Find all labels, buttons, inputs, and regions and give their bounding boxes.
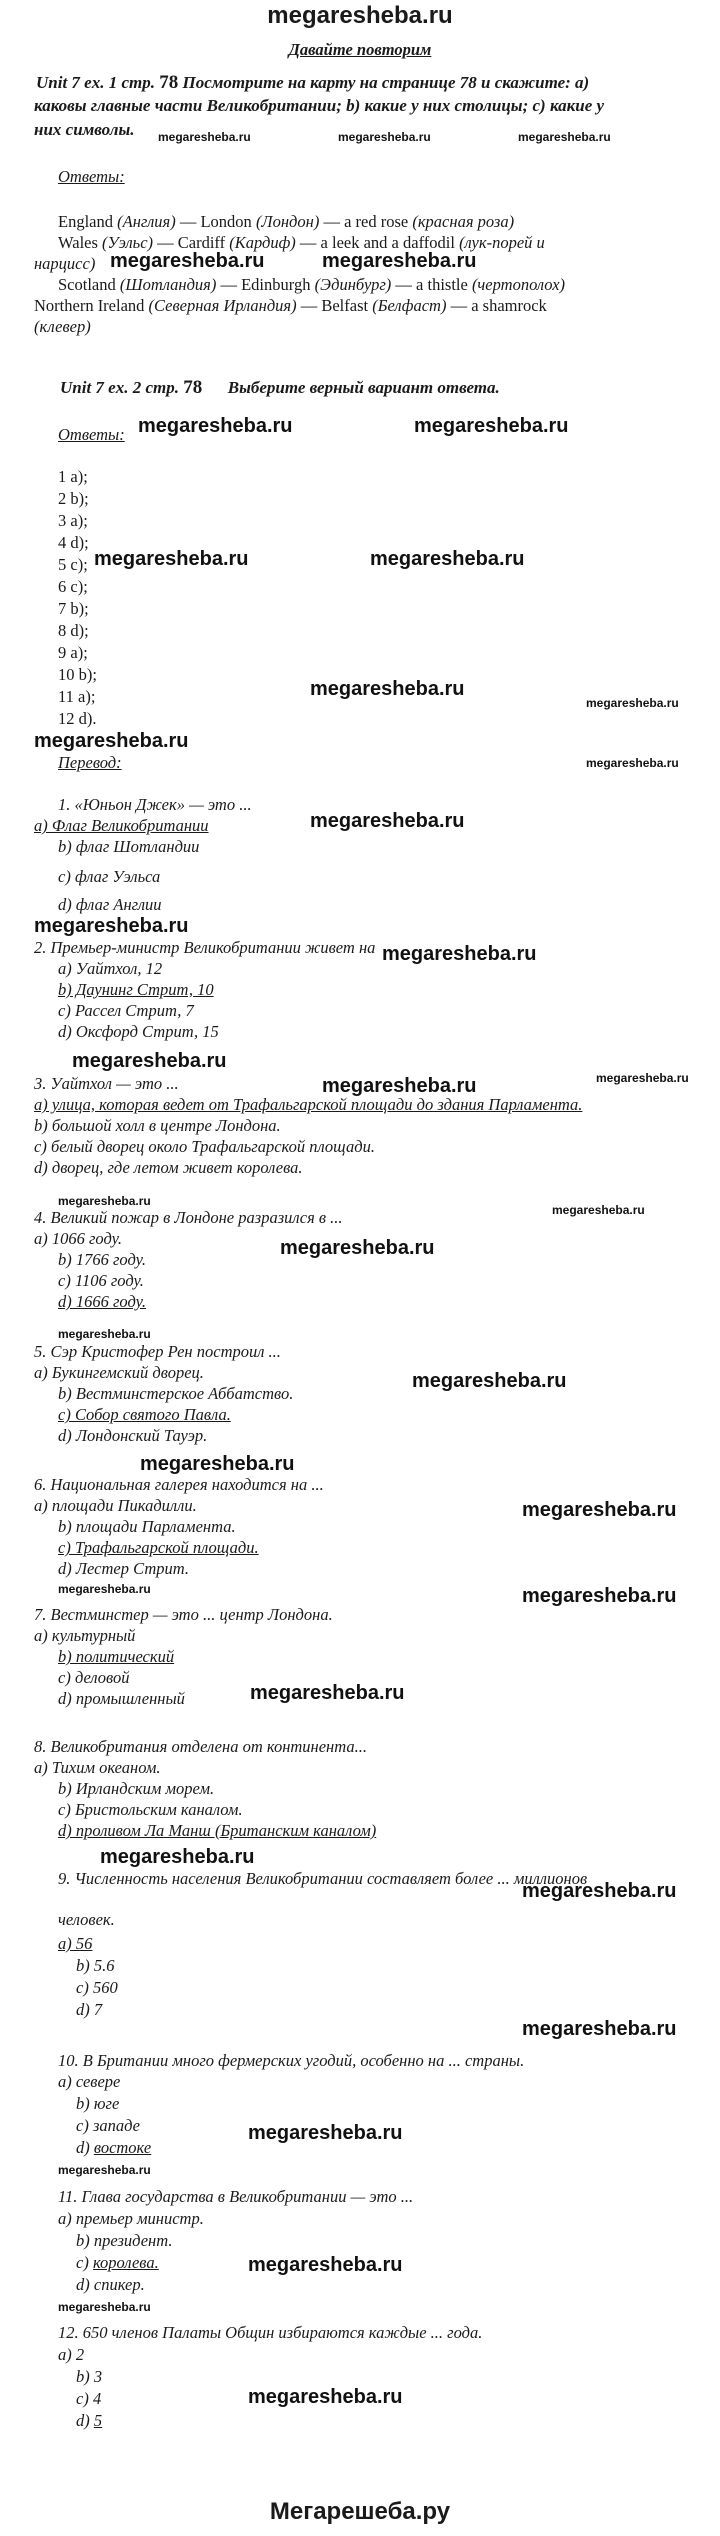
ex1-line-wales: Wales (Уэльс) — Cardiff (Кардиф) — a leek and a daffodil (лук-порей и: [58, 233, 545, 252]
site-footer: Мегарешеба.ру: [269, 2498, 451, 2525]
question-4: 4. Великий пожар в Лондоне разразился в ...: [34, 1208, 343, 1227]
q11-option-a: a) премьер министр.: [58, 2209, 204, 2228]
watermark: megaresheba.ru: [58, 2300, 151, 2314]
q5-option-b: b) Вестминстерское Аббатство.: [58, 1384, 294, 1403]
q4-option-a: a) 1066 году.: [34, 1229, 123, 1248]
q11-option-c: c) королева.: [76, 2253, 159, 2272]
watermark: megaresheba.ru: [310, 678, 465, 700]
q3-option-b: b) большой холл в центре Лондона.: [34, 1116, 281, 1135]
watermark: megaresheba.ru: [158, 130, 251, 144]
site-header: megaresheba.ru: [267, 2, 453, 29]
ex2-answer-6: 6 c);: [58, 577, 88, 596]
ex2-answer-8: 8 d);: [58, 621, 89, 640]
q4-option-c: c) 1106 году.: [58, 1271, 144, 1290]
q8-option-a: a) Тихим океаном.: [34, 1758, 161, 1777]
ex2-unit-label: Unit 7 ex. 2 стр.: [60, 378, 179, 397]
watermark: megaresheba.ru: [322, 250, 477, 272]
watermark: megaresheba.ru: [58, 1582, 151, 1596]
q12-option-a: a) 2: [58, 2345, 85, 2364]
ex1-line-england: England (Англия) — London (Лондон) — a red rose (красная роза): [58, 212, 515, 231]
watermark: megaresheba.ru: [518, 130, 611, 144]
watermark: megaresheba.ru: [248, 2122, 403, 2144]
q7-option-b: b) политический: [58, 1647, 175, 1666]
watermark: megaresheba.ru: [596, 1071, 689, 1085]
q7-option-a: a) культурный: [34, 1626, 136, 1645]
watermark: megaresheba.ru: [370, 548, 525, 570]
q11-option-d: d) спикер.: [76, 2275, 145, 2294]
question-6: 6. Национальная галерея находится на ...: [34, 1475, 324, 1494]
ex2-answer-12: 12 d).: [58, 709, 97, 728]
watermark: megaresheba.ru: [58, 2163, 151, 2177]
watermark: megaresheba.ru: [248, 2386, 403, 2408]
watermark: megaresheba.ru: [586, 696, 679, 710]
ex1-task-text: Посмотрите на карту на странице 78 и скажите: a): [182, 73, 590, 92]
q9-option-c: c) 560: [76, 1978, 118, 1997]
ex1-heading-line2: каковы главные части Великобритании; b) какие у них столицы; c) какие у: [34, 96, 605, 115]
ex1-unit-label: Unit 7 ex. 1 стр.: [36, 73, 155, 92]
q12-option-c: c) 4: [76, 2389, 102, 2408]
watermark: megaresheba.ru: [522, 1880, 677, 1902]
watermark: megaresheba.ru: [338, 130, 431, 144]
ex2-page-number: 78: [183, 377, 203, 398]
question-1: 1. «Юньон Джек» — это ...: [58, 795, 252, 814]
q6-option-d: d) Лестер Стрит.: [58, 1559, 189, 1578]
question-12: 12. 650 членов Палаты Общин избираются каждые ... года.: [58, 2323, 483, 2342]
q1-option-a: a) Флаг Великобритании: [34, 816, 209, 835]
q8-option-b: b) Ирландским морем.: [58, 1779, 215, 1798]
q5-option-a: a) Букингемский дворец.: [34, 1363, 204, 1382]
q12-option-b: b) 3: [76, 2367, 103, 2386]
ex2-answer-7: 7 b);: [58, 599, 89, 618]
section-title: Давайте повторим: [288, 40, 432, 59]
watermark: megaresheba.ru: [250, 1682, 405, 1704]
watermark: megaresheba.ru: [34, 915, 189, 937]
q3-option-c: c) белый дворец около Трафальгарской площади.: [34, 1137, 375, 1156]
ex2-translation-label: Перевод:: [58, 753, 122, 772]
ex1-heading-line1: [36, 72, 589, 94]
q12-option-d-answer: 5: [93, 2411, 103, 2430]
question-11: 11. Глава государства в Великобритании — это ...: [58, 2187, 414, 2206]
ex2-answer-4: 4 d);: [58, 533, 89, 552]
watermark: megaresheba.ru: [552, 1203, 645, 1217]
q2-option-d: d) Оксфорд Стрит, 15: [58, 1022, 219, 1041]
ex1-answers-label: Ответы:: [58, 167, 125, 186]
watermark: megaresheba.ru: [412, 1370, 567, 1392]
ex1-line-scotland: Scotland (Шотландия) — Edinburgh (Эдинбург) — a thistle (чертополох): [58, 275, 566, 294]
question-9: 9. Численность населения Великобритании составляет более ... миллионов: [58, 1869, 588, 1888]
watermark: megaresheba.ru: [248, 2254, 403, 2276]
q4-option-d: d) 1666 году.: [58, 1292, 147, 1311]
question-2: 2. Премьер-министр Великобритании живет на: [34, 938, 376, 957]
watermark: megaresheba.ru: [280, 1237, 435, 1259]
ex1-heading-line3: них символы.: [34, 120, 135, 139]
q10-option-c: c) западе: [76, 2116, 141, 2135]
q6-option-c: c) Трафальгарской площади.: [58, 1538, 259, 1557]
ex1-line-ireland-cont: (клевер): [34, 317, 91, 336]
q4-option-b: b) 1766 году.: [58, 1250, 147, 1269]
ex2-answer-1: 1 a);: [58, 467, 88, 486]
ex1-page-number: 78: [159, 72, 179, 93]
watermark: megaresheba.ru: [310, 810, 465, 832]
ex2-task-text: Выберите верный вариант ответа.: [227, 378, 500, 397]
q7-option-c: c) деловой: [58, 1668, 130, 1687]
watermark: megaresheba.ru: [100, 1846, 255, 1868]
question-5: 5. Сэр Кристофер Рен построил ...: [34, 1342, 281, 1361]
watermark: megaresheba.ru: [110, 250, 265, 272]
q2-option-a: a) Уайтхол, 12: [58, 959, 163, 978]
q5-option-c: c) Собор святого Павла.: [58, 1405, 231, 1424]
q2-option-c: c) Рассел Стрит, 7: [58, 1001, 194, 1020]
q9-option-d: d) 7: [76, 2000, 103, 2019]
question-8: 8. Великобритания отделена от континента...: [34, 1737, 367, 1756]
q3-option-d: d) дворец, где летом живет королева.: [34, 1158, 303, 1177]
q10-option-b: b) юге: [76, 2094, 120, 2113]
q10-option-d-answer: востоке: [93, 2138, 152, 2157]
q7-option-d: d) промышленный: [58, 1689, 185, 1708]
watermark: megaresheba.ru: [34, 730, 189, 752]
q6-option-a: a) площади Пикадилли.: [34, 1496, 197, 1515]
q11-option-c-answer: королева.: [92, 2253, 159, 2272]
watermark: megaresheba.ru: [586, 756, 679, 770]
watermark: megaresheba.ru: [522, 1499, 677, 1521]
watermark: megaresheba.ru: [58, 1194, 151, 1208]
q9-option-a: a) 56: [58, 1934, 93, 1953]
watermark: megaresheba.ru: [58, 1327, 151, 1341]
q1-option-c: c) флаг Уэльса: [58, 867, 161, 886]
question-10: 10. В Британии много фермерских угодий, особенно на ... страны.: [58, 2051, 525, 2070]
watermark: megaresheba.ru: [522, 1585, 677, 1607]
q11-option-b: b) президент.: [76, 2231, 173, 2250]
q3-option-a: a) улица, которая ведет от Трафальгарской площади до здания Парламента.: [34, 1095, 583, 1114]
q10-option-a: a) севере: [58, 2072, 121, 2091]
ex1-line-ireland: Northern Ireland (Северная Ирландия) — Belfast (Белфаст) — a shamrock: [34, 296, 547, 315]
q1-option-d: d) флаг Англии: [58, 895, 162, 914]
q5-option-d: d) Лондонский Тауэр.: [58, 1426, 208, 1445]
watermark: megaresheba.ru: [140, 1453, 295, 1475]
q2-option-b: b) Даунинг Стрит, 10: [58, 980, 214, 999]
ex2-answer-5: 5 c);: [58, 555, 88, 574]
ex2-answer-2: 2 b);: [58, 489, 89, 508]
question-3: 3. Уайтхол — это ...: [34, 1074, 179, 1093]
question-9-cont: человек.: [58, 1910, 115, 1929]
ex2-answer-9: 9 a);: [58, 643, 88, 662]
watermark: megaresheba.ru: [72, 1050, 227, 1072]
ex2-answer-11: 11 a);: [58, 687, 96, 706]
ex2-answers-label: Ответы:: [58, 425, 125, 444]
ex2-answer-3: 3 a);: [58, 511, 88, 530]
q12-option-d: d) 5: [76, 2411, 103, 2430]
q6-option-b: b) площади Парламента.: [58, 1517, 236, 1536]
q10-option-d: d) востоке: [76, 2138, 152, 2157]
q9-option-b: b) 5.6: [76, 1956, 115, 1975]
watermark: megaresheba.ru: [522, 2018, 677, 2040]
question-7: 7. Вестминстер — это ... центр Лондона.: [34, 1605, 333, 1624]
ex2-heading: [60, 377, 500, 399]
q1-option-b: b) флаг Шотландии: [58, 837, 200, 856]
watermark: megaresheba.ru: [382, 943, 537, 965]
watermark: megaresheba.ru: [322, 1075, 477, 1097]
ex1-line-wales-cont: нарцисс): [34, 254, 96, 273]
watermark: megaresheba.ru: [94, 548, 249, 570]
ex2-answer-10: 10 b);: [58, 665, 97, 684]
q8-option-d: d) проливом Ла Манш (Британским каналом): [58, 1821, 377, 1840]
q8-option-c: c) Бристольским каналом.: [58, 1800, 243, 1819]
watermark: megaresheba.ru: [414, 415, 569, 437]
watermark: megaresheba.ru: [138, 415, 293, 437]
